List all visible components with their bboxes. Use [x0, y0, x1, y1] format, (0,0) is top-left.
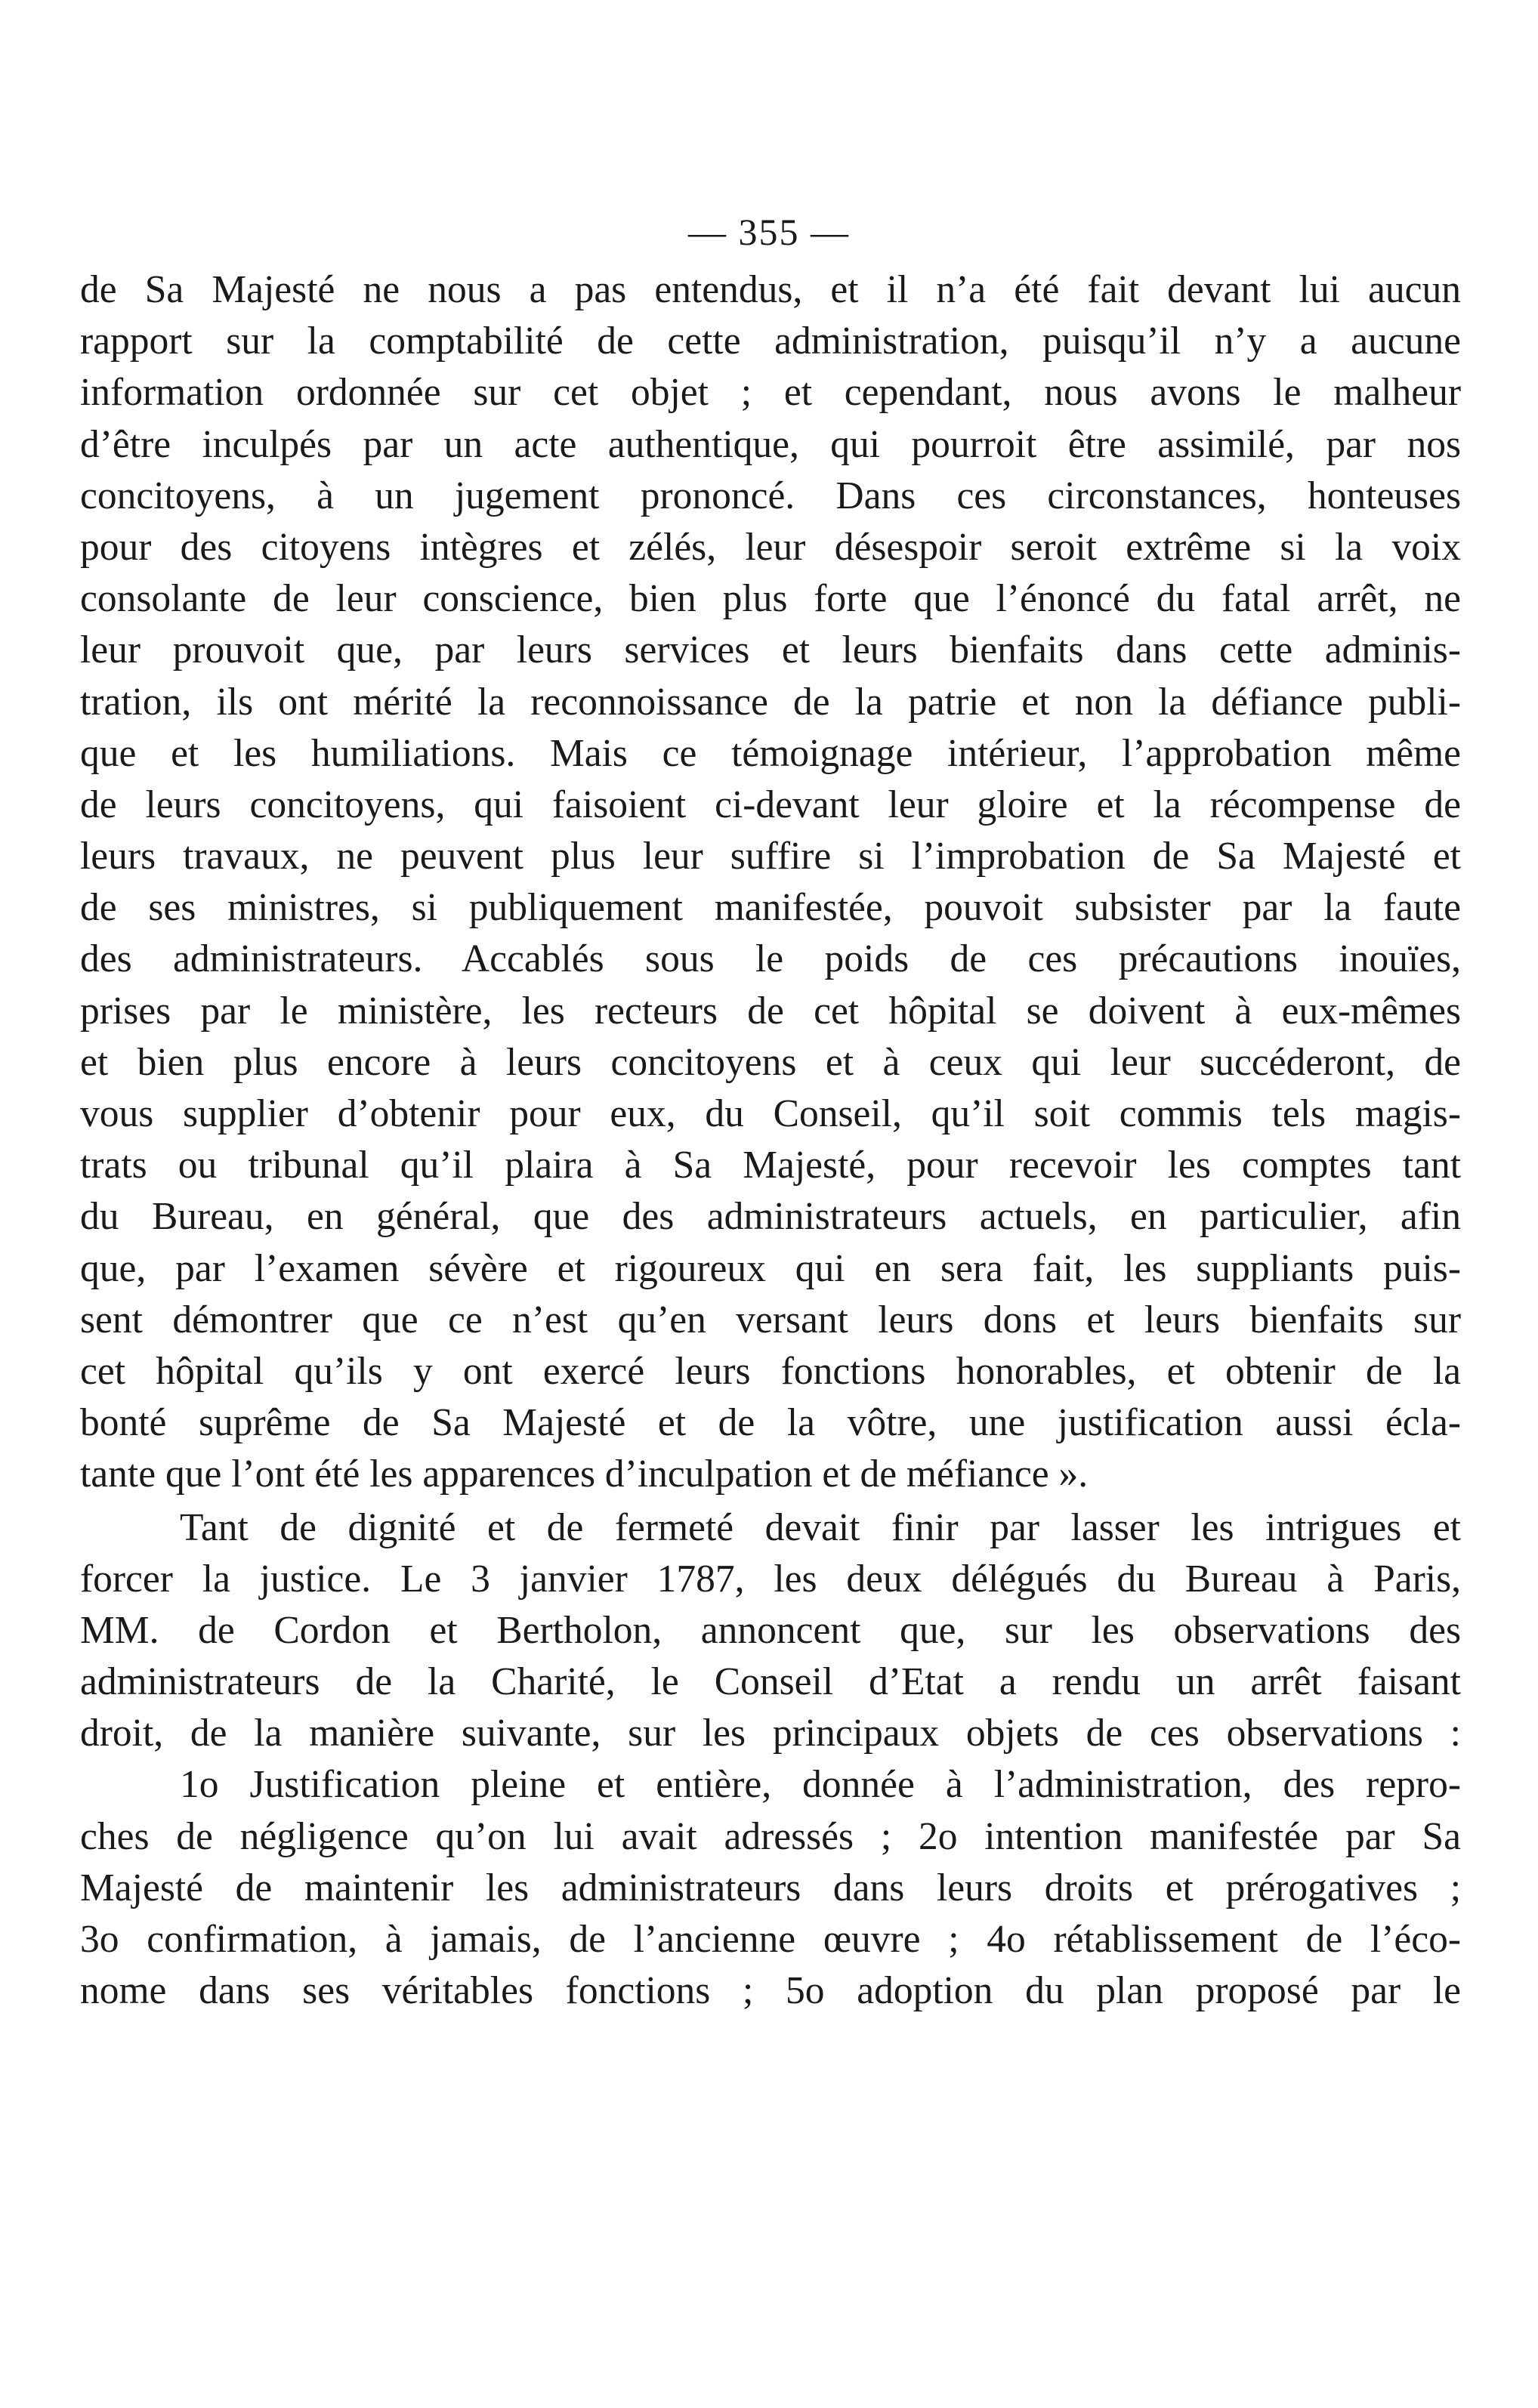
text-line: nome dans ses véritables fonctions ; 5o adoption du plan proposé par le	[80, 1969, 1461, 2013]
page-number: — 355 —	[688, 211, 850, 253]
text-line: trats ou tribunal qu’il plaira à Sa Majesté, pour recevoir les comptes tant	[80, 1144, 1461, 1187]
text-line: de ses ministres, si publiquement manifestée, pouvoit subsister par la faute	[80, 886, 1461, 930]
text-line: vous supplier d’obtenir pour eux, du Conseil, qu’il soit commis tels magis-	[80, 1092, 1461, 1135]
text-line: bonté suprême de Sa Majesté et de la vôtre, une justification aussi écla-	[80, 1401, 1461, 1445]
text-line: des administrateurs. Accablés sous le poids de ces précautions inouïes,	[80, 937, 1461, 981]
text-line: tante que l’ont été les apparences d’inculpation et de méfiance ».	[80, 1453, 1089, 1496]
text-line: et bien plus encore à leurs concitoyens et à ceux qui leur succéderont, de	[80, 1040, 1461, 1084]
text-line: tration, ils ont mérité la reconnoissance de la patrie et non la défiance publi-	[80, 680, 1461, 724]
text-line: sent démontrer que ce n’est qu’en versant leurs dons et leurs bienfaits sur	[80, 1298, 1461, 1341]
text-line: 1o Justification pleine et entière, donnée à l’administration, des repro-	[180, 1763, 1461, 1807]
text-line: que et les humiliations. Mais ce témoignage intérieur, l’approbation même	[80, 731, 1461, 775]
text-line: consolante de leur conscience, bien plus forte que l’énoncé du fatal arrêt, ne	[80, 577, 1461, 621]
text-line: pour des citoyens intègres et zélés, leur désespoir seroit extrême si la voix	[80, 525, 1461, 569]
text-line: de leurs concitoyens, qui faisoient ci-devant leur gloire et la récompense de	[80, 783, 1461, 826]
text-line: d’être inculpés par un acte authentique, qui pourroit être assimilé, par nos	[80, 422, 1461, 466]
text-line: droit, de la manière suivante, sur les principaux objets de ces observations :	[80, 1712, 1461, 1755]
text-line: forcer la justice. Le 3 janvier 1787, les deux délégués du Bureau à Paris,	[80, 1557, 1461, 1601]
text-line: que, par l’examen sévère et rigoureux qui en sera fait, les suppliants puis-	[80, 1246, 1461, 1290]
text-line: 3o confirmation, à jamais, de l’ancienne œuvre ; 4o rétablissement de l’éco-	[80, 1918, 1461, 1961]
text-line: prises par le ministère, les recteurs de cet hôpital se doivent à eux-mêmes	[80, 989, 1461, 1033]
text-line: Majesté de maintenir les administrateurs dans leurs droits et prérogatives ;	[80, 1866, 1461, 1909]
text-line: rapport sur la comptabilité de cette administration, puisqu’il n’y a aucune	[80, 320, 1461, 363]
text-line: cet hôpital qu’ils y ont exercé leurs fonctions honorables, et obtenir de la	[80, 1349, 1461, 1393]
text-line: Tant de dignité et de fermeté devait finir par lasser les intrigues et	[180, 1505, 1461, 1549]
text-line: leurs travaux, ne peuvent plus leur suffire si l’improbation de Sa Majesté et	[80, 835, 1461, 878]
text-line: concitoyens, à un jugement prononcé. Dans ces circonstances, honteuses	[80, 474, 1461, 517]
text-line: administrateurs de la Charité, le Conseil d’Etat a rendu un arrêt faisant	[80, 1660, 1461, 1704]
text-line: leur prouvoit que, par leurs services et leurs bienfaits dans cette adminis-	[80, 628, 1461, 672]
text-line: du Bureau, en général, que des administrateurs actuels, en particulier, afin	[80, 1195, 1461, 1239]
body-text	[80, 264, 1461, 2017]
text-line: MM. de Cordon et Bertholon, annoncent que, sur les observations des	[80, 1608, 1461, 1652]
text-line: ches de négligence qu’on lui avait adressés ; 2o intention manifestée par Sa	[80, 1814, 1461, 1858]
text-line: information ordonnée sur cet objet ; et cependant, nous avons le malheur	[80, 371, 1461, 415]
text-line: de Sa Majesté ne nous a pas entendus, et il n’a été fait devant lui aucun	[80, 268, 1461, 311]
